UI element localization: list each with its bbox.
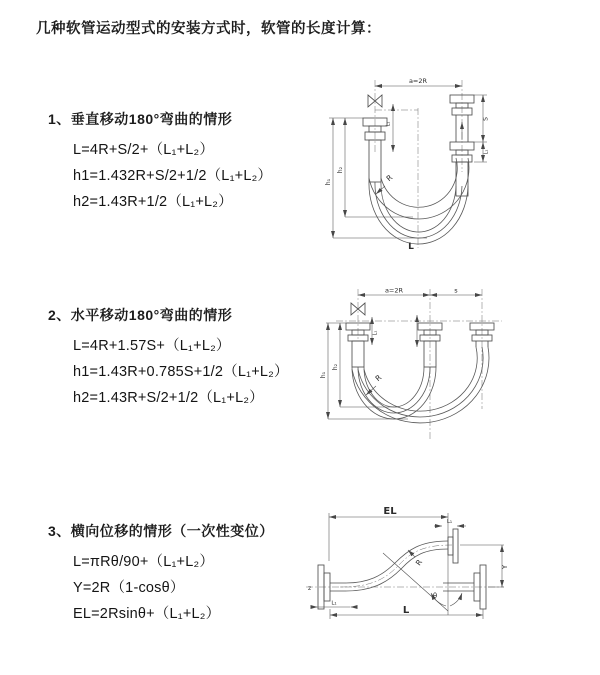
dimensions	[312, 513, 504, 619]
formula-length: L=4R+1.57S+（L₁+L₂）	[73, 338, 231, 354]
span-label: a=2R	[408, 77, 428, 85]
upper-flange-assembly	[448, 529, 458, 563]
h-outer-label: h₁	[325, 178, 332, 186]
stroke-label: S	[482, 117, 490, 121]
y-offset-label: Y	[501, 564, 509, 570]
theta-arc-right	[450, 593, 462, 606]
span-label: a=2R	[384, 286, 404, 295]
diagram-labels	[308, 506, 509, 616]
flange-plate	[453, 529, 458, 563]
formula-length: L=4R+S/2+（L₁+L₂）	[73, 142, 215, 158]
section-horizontal-movement	[48, 305, 318, 411]
length-label: L	[402, 605, 410, 616]
formula-length: L=πRθ/90+（L₁+L₂）	[73, 554, 215, 570]
dimensions	[326, 295, 482, 419]
section-1-heading: 1、垂直移动180°弯曲的情形	[48, 111, 233, 127]
hose-u-curves	[369, 158, 469, 244]
fitting-right-label: L₁	[483, 149, 490, 155]
formula-y: Y=2R（1-cosθ）	[73, 580, 185, 596]
diagram-horizontal-180-bend	[312, 283, 590, 463]
fitting-left-label: L₁	[372, 330, 379, 336]
formula-el: EL=2Rsinθ+（L₁+L₂）	[73, 606, 221, 622]
braided-hose-section	[352, 341, 364, 367]
section-3-heading: 3、横向位移的情形（一次性变位）	[48, 523, 274, 539]
h-inner-label: h₂	[337, 166, 344, 174]
section-2-heading: 2、水平移动180°弯曲的情形	[48, 307, 233, 323]
theta-label: θ	[432, 592, 438, 600]
centerline-mark: z	[308, 585, 312, 592]
el-label: EL	[383, 506, 397, 517]
formula-h2: h2=1.43R+S/2+1/2（L₁+L₂）	[73, 390, 264, 406]
hose-s-curve	[346, 541, 448, 591]
section-vertical-movement	[48, 109, 318, 215]
formula-h2: h2=1.43R+1/2（L₁+L₂）	[73, 194, 233, 210]
fitting-left-label: L₁	[331, 600, 337, 607]
radius-label: R	[413, 557, 425, 568]
h-outer-label: h₁	[320, 371, 327, 379]
diagram-lateral-displacement	[298, 503, 600, 648]
diagram-vertical-180-bend	[315, 72, 565, 262]
section-lateral-displacement	[48, 521, 318, 627]
radius-arrow	[376, 186, 385, 194]
radius-label: R	[384, 172, 395, 184]
h-inner-label: h₂	[332, 363, 339, 371]
shift-label: s	[454, 286, 458, 295]
page-title: 几种软管运动型式的安装方式时，软管的长度计算：	[36, 21, 381, 37]
hose-u-curves	[352, 347, 489, 423]
fitting-top-label: L₁	[446, 519, 453, 525]
formula-h1: h1=1.432R+S/2+1/2（L₁+L₂）	[73, 168, 273, 184]
radius-label: R	[373, 372, 384, 384]
fitting-left-label: L₁	[385, 121, 392, 127]
length-label: L	[408, 242, 414, 252]
formula-h1: h1=1.43R+0.785S+1/2（L₁+L₂）	[73, 364, 289, 380]
